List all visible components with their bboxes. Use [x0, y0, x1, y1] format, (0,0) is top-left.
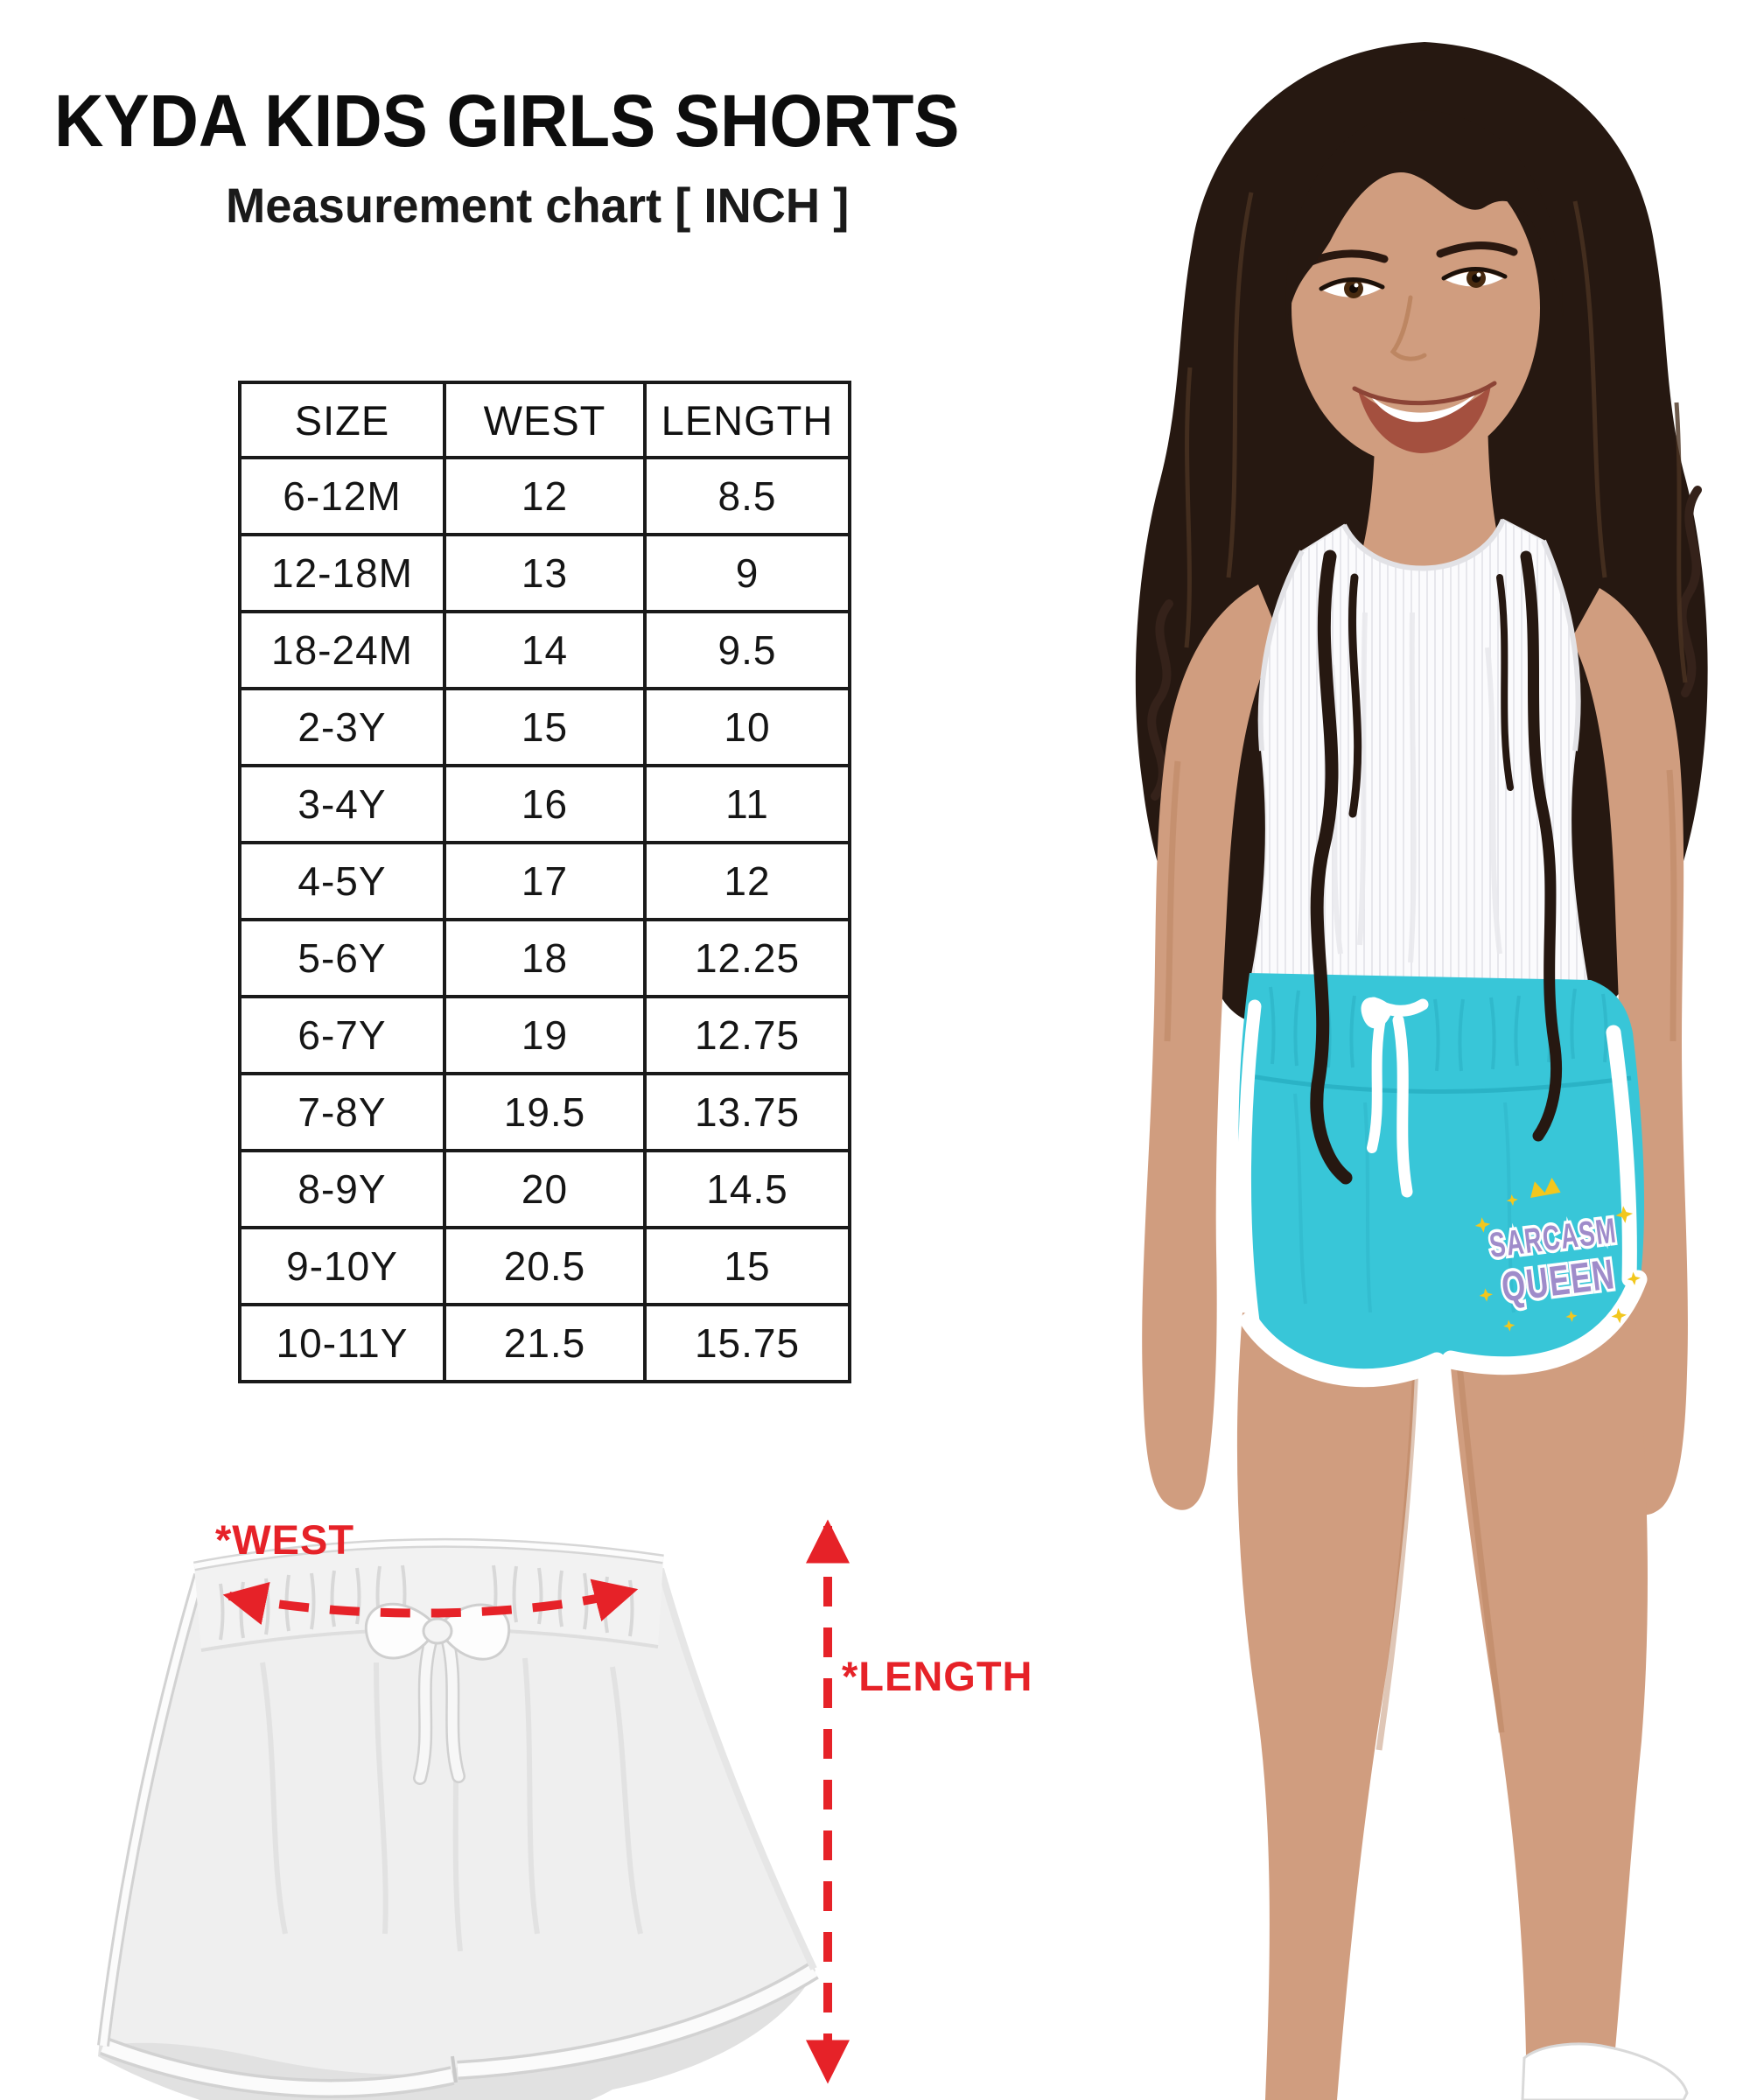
- size-cell: 18-24M: [240, 612, 444, 689]
- size-cell: 10-11Y: [240, 1305, 444, 1382]
- table-row: [240, 689, 850, 766]
- table-row: [240, 1074, 850, 1151]
- table-row: [240, 997, 850, 1074]
- table-row: [240, 843, 850, 920]
- col-header-size: SIZE: [240, 382, 444, 458]
- length-cell: 9.5: [645, 612, 850, 689]
- west-cell: 18: [444, 920, 645, 997]
- shorts-graphic-line2: QUEEN: [1499, 1245, 1662, 1312]
- table-row: [240, 535, 850, 612]
- length-cell: 8.5: [645, 458, 850, 535]
- west-cell: 13: [444, 535, 645, 612]
- table-row: [240, 1305, 850, 1382]
- west-cell: 12: [444, 458, 645, 535]
- length-cell: 10: [645, 689, 850, 766]
- size-cell: 6-7Y: [240, 997, 444, 1074]
- length-cell: 9: [645, 535, 850, 612]
- length-cell: 13.75: [645, 1074, 850, 1151]
- west-cell: 16: [444, 766, 645, 843]
- col-header-west: WEST: [444, 382, 645, 458]
- west-cell: 15: [444, 689, 645, 766]
- length-cell: 12: [645, 843, 850, 920]
- west-cell: 14: [444, 612, 645, 689]
- length-cell: 15.75: [645, 1305, 850, 1382]
- west-cell: 19.5: [444, 1074, 645, 1151]
- size-cell: 5-6Y: [240, 920, 444, 997]
- table-row: [240, 766, 850, 843]
- table-row: [240, 1151, 850, 1228]
- size-cell: 3-4Y: [240, 766, 444, 843]
- length-cell: 12.75: [645, 997, 850, 1074]
- west-cell: 19: [444, 997, 645, 1074]
- page-subtitle: Measurement chart [ INCH ]: [226, 178, 850, 233]
- table-row: [240, 458, 850, 535]
- west-cell: 21.5: [444, 1305, 645, 1382]
- table-row: [240, 1228, 850, 1305]
- west-label: *WEST: [215, 1516, 355, 1563]
- length-label: *LENGTH: [842, 1653, 1033, 1699]
- table-row: [240, 920, 850, 997]
- length-cell: 11: [645, 766, 850, 843]
- table-row: [240, 612, 850, 689]
- size-cell: 9-10Y: [240, 1228, 444, 1305]
- size-cell: 8-9Y: [240, 1151, 444, 1228]
- measurement-table: [238, 381, 851, 1383]
- page-title: KYDA KIDS GIRLS SHORTS: [54, 80, 960, 162]
- west-cell: 20: [444, 1151, 645, 1228]
- size-cell: 4-5Y: [240, 843, 444, 920]
- length-cell: 12.25: [645, 920, 850, 997]
- left-leg: [1237, 1312, 1416, 2100]
- col-header-length: LENGTH: [645, 382, 850, 458]
- size-cell: 7-8Y: [240, 1074, 444, 1151]
- shorts-graphic-line1: SARCASM: [1487, 1203, 1680, 1265]
- length-cell: 15: [645, 1228, 850, 1305]
- right-leg: [1449, 1312, 1648, 2056]
- length-cell: 14.5: [645, 1151, 850, 1228]
- west-cell: 20.5: [444, 1228, 645, 1305]
- size-cell: 12-18M: [240, 535, 444, 612]
- west-cell: 17: [444, 843, 645, 920]
- table-header-row: [240, 382, 850, 458]
- white-sneaker: [1522, 2044, 1687, 2100]
- shorts-measurement-diagram: [0, 1444, 1050, 2100]
- size-cell: 2-3Y: [240, 689, 444, 766]
- size-cell: 6-12M: [240, 458, 444, 535]
